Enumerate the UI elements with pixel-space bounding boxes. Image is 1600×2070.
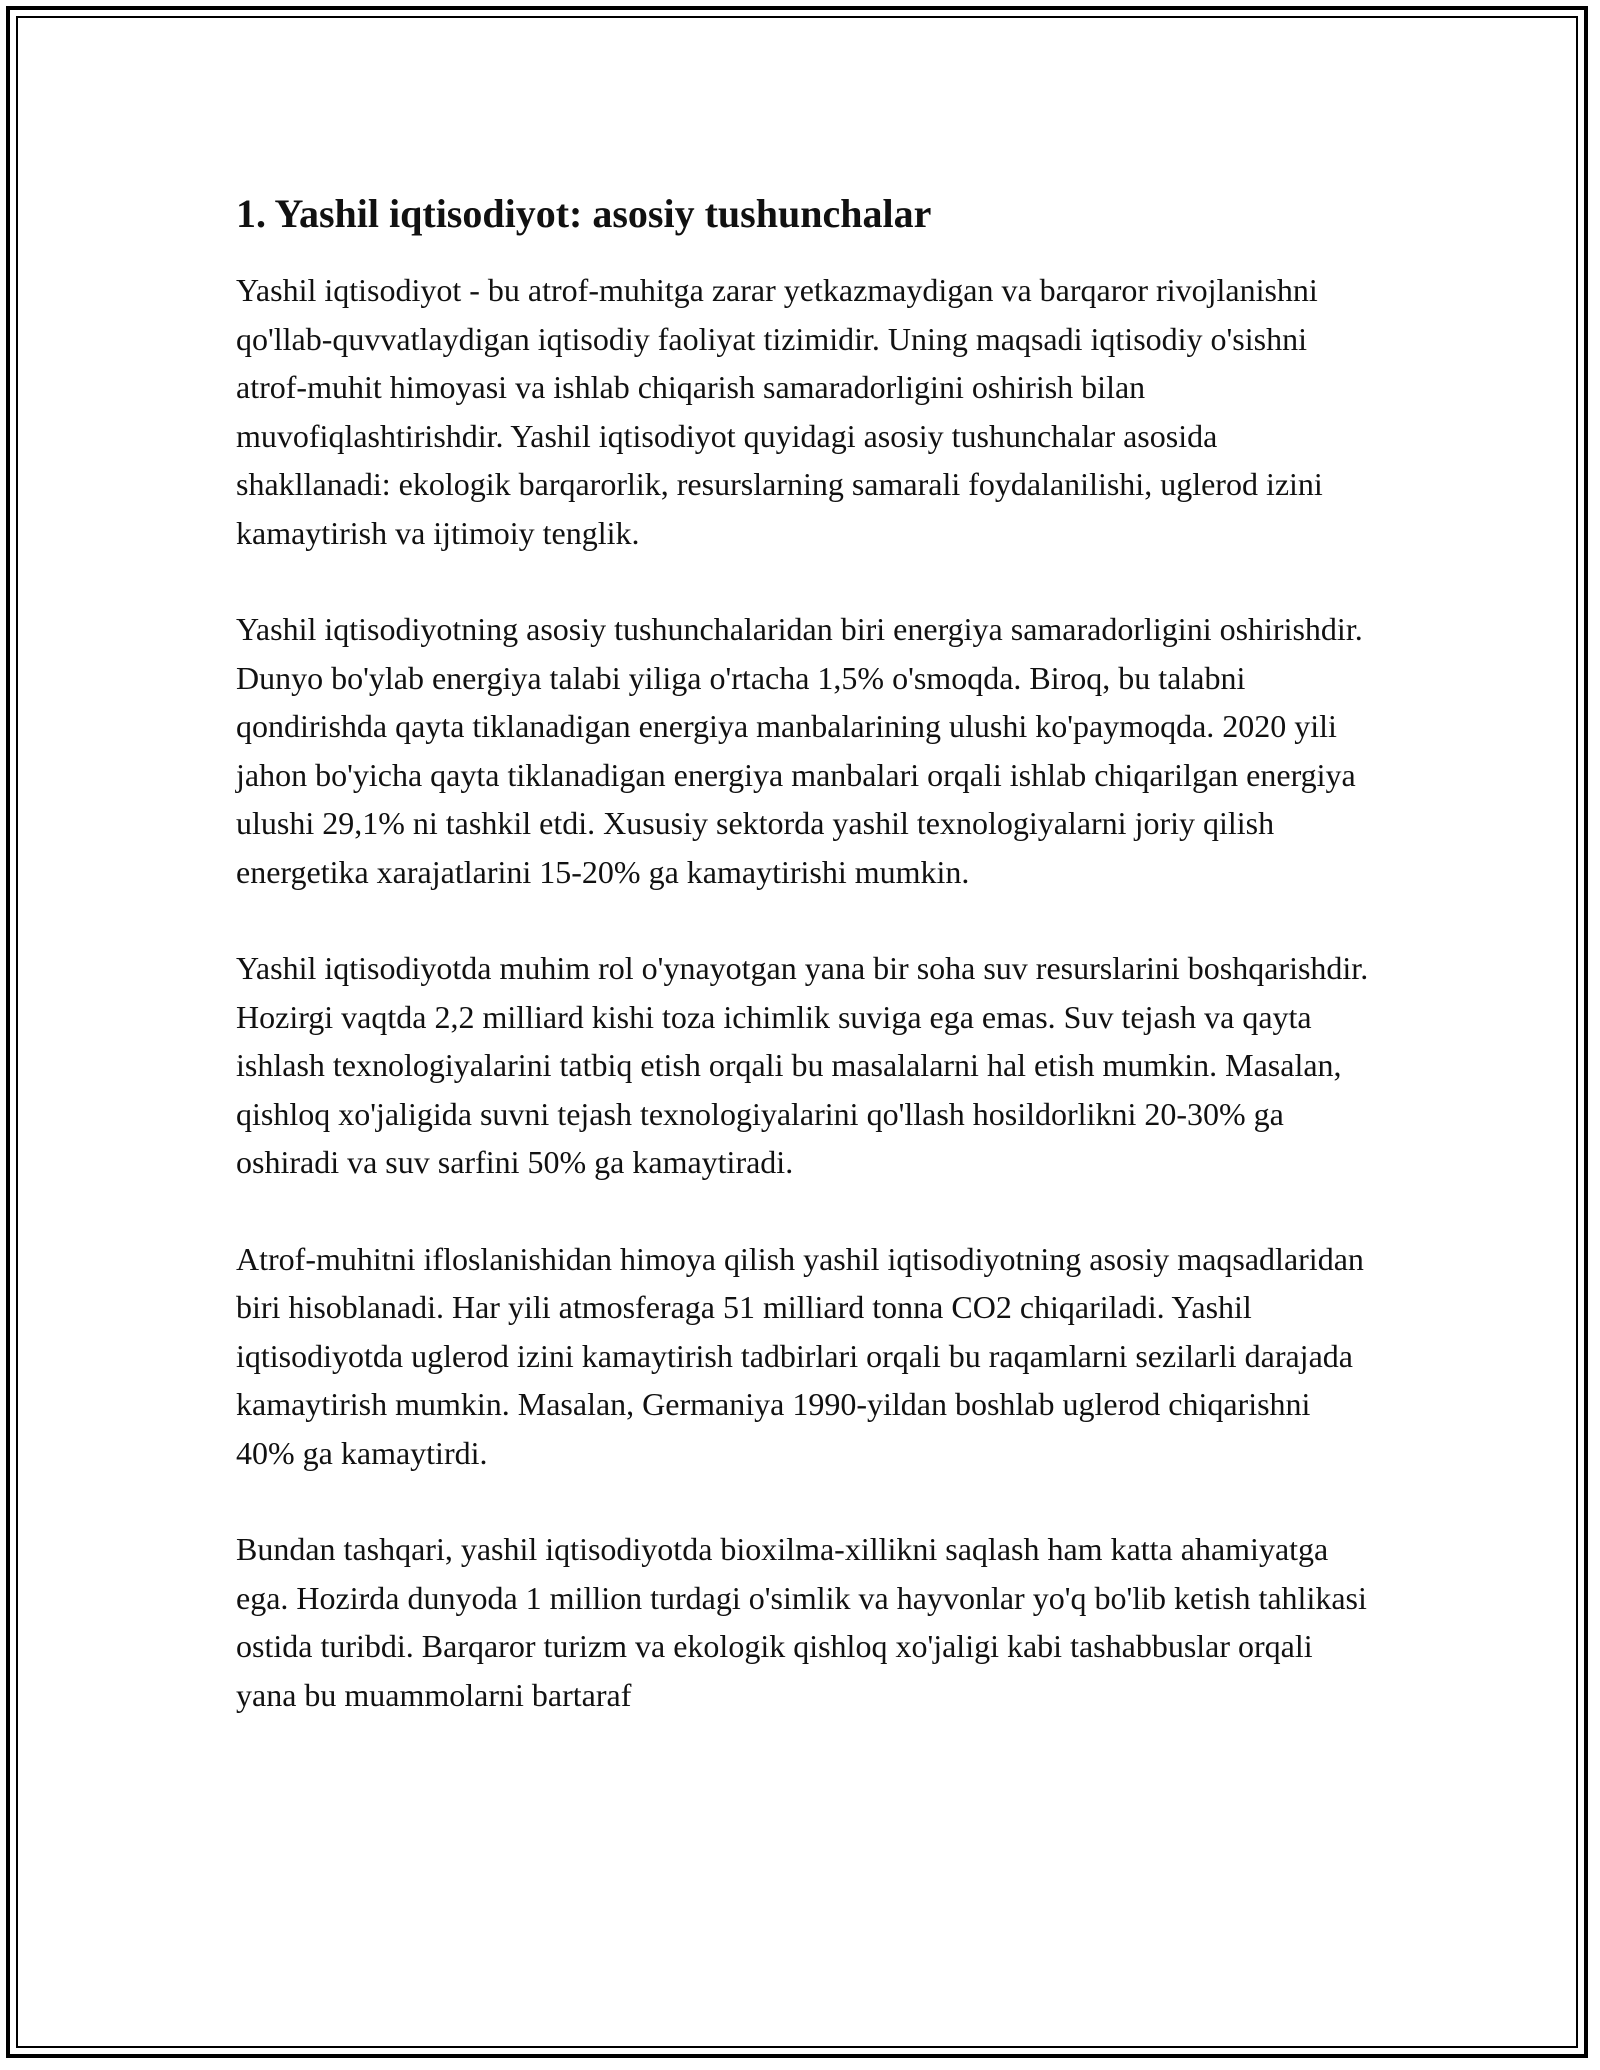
section-heading: 1. Yashil iqtisodiyot: asosiy tushunchalar (236, 191, 932, 236)
paragraph-4: Atrof-muhitni ifloslanishidan himoya qilish yashil iqtisodiyotning asosiy maqsadlaridan biri hisoblanadi. Har yili atmosferaga 51 milliard tonna CO2 chiqariladi. Yashil iqtisodiyotda uglerod izini kamaytirish tadbirlari orqali bu raqamlarni sezilarli darajada kamaytirish mumkin. Masalan, Germaniya 1990-yildan boshlab uglerod chiqarishni 40% ga kamaytirdi. (236, 1240, 1364, 1471)
paragraph-3: Yashil iqtisodiyotda muhim rol o'ynayotgan yana bir soha suv resurslarini boshqarishdir. Hozirgi vaqtda 2,2 milliard kishi toza ichimlik suviga ega emas. Suv tejash va qayta ishlash texnologiyalarini tatbiq etish orqali bu masalalarni hal etish mumkin. Masalan, qishloq xo'jaligida suvni tejash texnologiyalarini qo'llash hosildorlikni 20-30% ga oshiradi va suv sarfini 50% ga kamaytiradi. (236, 950, 1369, 1180)
paragraph-1: Yashil iqtisodiyot - bu atrof-muhitga zarar yetkazmaydigan va barqaror rivojlanishni qo'llab-quvvatlaydigan iqtisodiy faoliyat tizimidir. Uning maqsadi iqtisodiy o'sishni atrof-muhit himoyasi va ishlab chiqarish samaradorligini oshirish bilan muvofiqlashtirishdir. Yashil iqtisodiyot quyidagi asosiy tushunchalar asosida shakllanadi: ekologik barqarorlik, resurslarning samarali foydalanilishi, uglerod izini kamaytirish va ijtimoiy tenglik. (236, 272, 1323, 551)
paragraph-2: Yashil iqtisodiyotning asosiy tushunchalaridan biri energiya samaradorligini oshirishdir. Dunyo bo'ylab energiya talabi yiliga o'rtacha 1,5% o'smoqda. Biroq, bu talabni qondirishda qayta tiklanadigan energiya manbalarining ulushi ko'paymoqda. 2020 yili jahon bo'yicha qayta tiklanadigan energiya manbalari orqali ishlab chiqarilgan energiya ulushi 29,1% ni tashkil etdi. Xususiy sektorda yashil texnologiyalarni joriy qilish energetika xarajatlarini 15-20% ga kamaytirishi mumkin. (236, 611, 1363, 890)
paragraph-5: Bundan tashqari, yashil iqtisodiyotda bioxilma-xillikni saqlash ham katta ahamiyatga ega. Hozirda dunyoda 1 million turdagi o'simlik va hayvonlar yo'q bo'lib ketish tahlikasi ostida turibdi. Barqaror turizm va ekologik qishloq xo'jaligi kabi tashabbuslar orqali yana bu muammolarni bartaraf (236, 1531, 1367, 1713)
document-body (236, 186, 1376, 1767)
